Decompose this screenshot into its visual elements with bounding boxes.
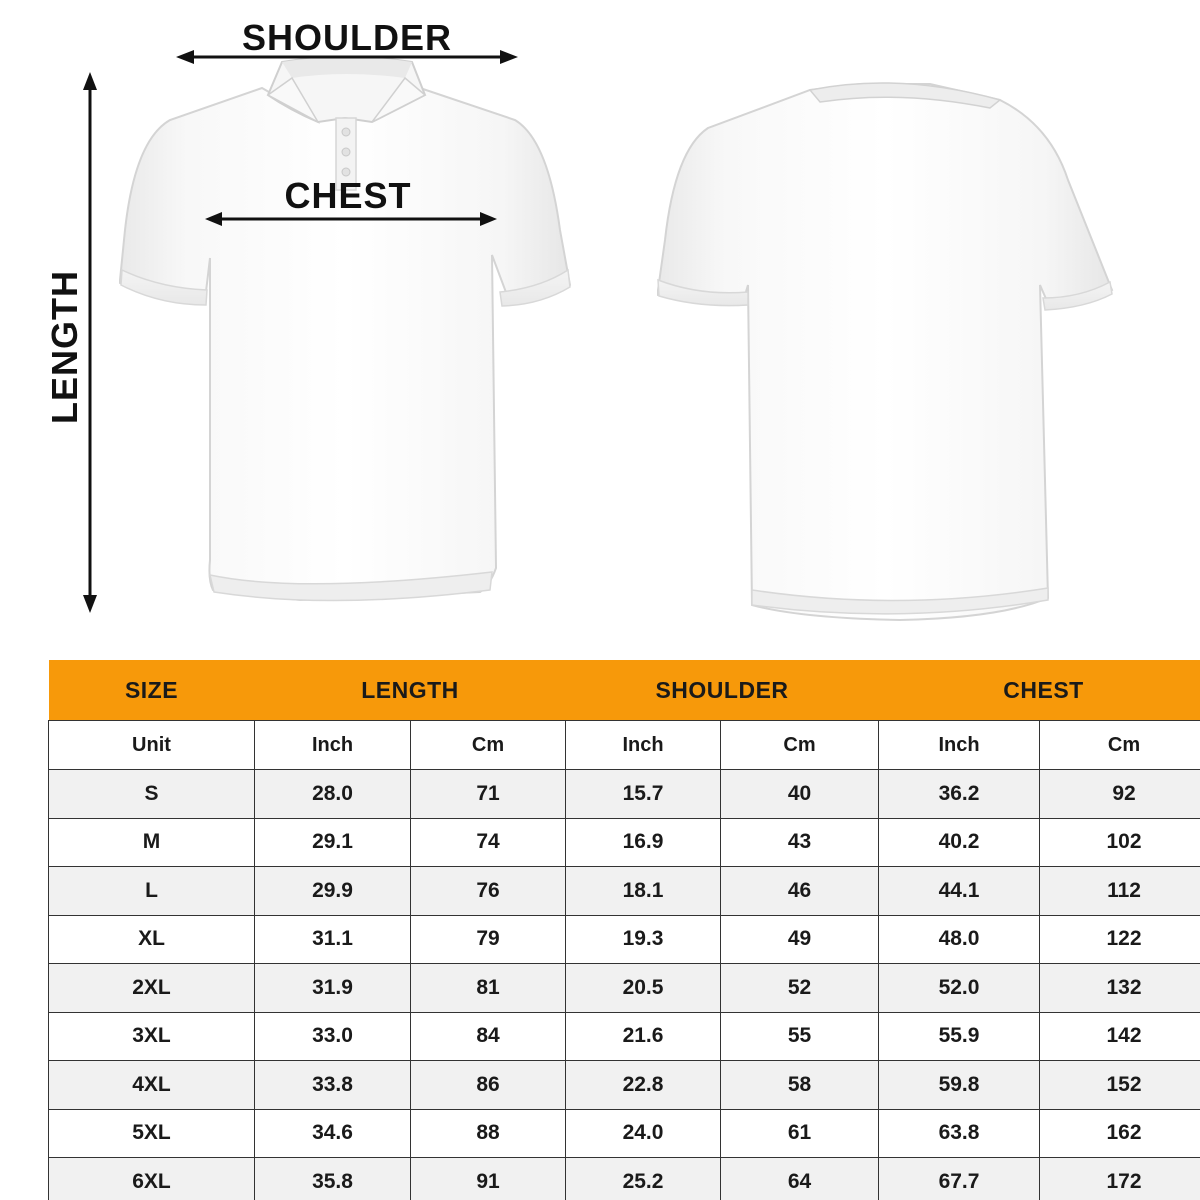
length-inch-cell: 31.9 <box>255 964 411 1013</box>
length-cm-cell: 84 <box>411 1012 566 1061</box>
size-table <box>48 660 1200 1200</box>
shirt-back <box>658 83 1112 620</box>
shoulder-cm-cell: 46 <box>721 867 879 916</box>
chest-inch-cell: 44.1 <box>879 867 1040 916</box>
shirt-front <box>120 57 570 601</box>
length-inch-cell: 28.0 <box>255 770 411 819</box>
chest-inch-cell: 52.0 <box>879 964 1040 1013</box>
unit-cell: Inch <box>566 721 721 770</box>
unit-cell: Unit <box>49 721 255 770</box>
size-cell: 2XL <box>49 964 255 1013</box>
table-row <box>49 915 1200 964</box>
table-row <box>49 964 1200 1013</box>
length-arrow <box>83 72 97 613</box>
shoulder-inch-cell: 24.0 <box>566 1109 721 1158</box>
shoulder-cm-cell: 40 <box>721 770 879 819</box>
chest-cm-cell: 142 <box>1040 1012 1200 1061</box>
chest-inch-cell: 63.8 <box>879 1109 1040 1158</box>
shoulder-cm-cell: 55 <box>721 1012 879 1061</box>
table-row <box>49 867 1200 916</box>
length-cm-cell: 81 <box>411 964 566 1013</box>
chest-inch-cell: 48.0 <box>879 915 1040 964</box>
table-row <box>49 1012 1200 1061</box>
length-inch-cell: 35.8 <box>255 1158 411 1200</box>
chest-inch-cell: 36.2 <box>879 770 1040 819</box>
length-inch-cell: 29.1 <box>255 818 411 867</box>
size-cell: 6XL <box>49 1158 255 1200</box>
shoulder-inch-cell: 22.8 <box>566 1061 721 1110</box>
chest-cm-cell: 172 <box>1040 1158 1200 1200</box>
length-inch-cell: 33.0 <box>255 1012 411 1061</box>
size-cell: XL <box>49 915 255 964</box>
length-cm-cell: 76 <box>411 867 566 916</box>
table-row <box>49 1061 1200 1110</box>
chest-cm-cell: 132 <box>1040 964 1200 1013</box>
chest-cm-cell: 162 <box>1040 1109 1200 1158</box>
chest-cm-cell: 112 <box>1040 867 1200 916</box>
size-cell: S <box>49 770 255 819</box>
shoulder-cm-cell: 61 <box>721 1109 879 1158</box>
chest-cm-cell: 92 <box>1040 770 1200 819</box>
table-header-row <box>49 660 1200 721</box>
unit-cell: Inch <box>879 721 1040 770</box>
shoulder-cm-cell: 43 <box>721 818 879 867</box>
chest-inch-cell: 40.2 <box>879 818 1040 867</box>
header-length: LENGTH <box>255 660 566 721</box>
shoulder-cm-cell: 64 <box>721 1158 879 1200</box>
length-cm-cell: 88 <box>411 1109 566 1158</box>
chest-inch-cell: 55.9 <box>879 1012 1040 1061</box>
shoulder-inch-cell: 18.1 <box>566 867 721 916</box>
length-inch-cell: 34.6 <box>255 1109 411 1158</box>
unit-cell: Cm <box>1040 721 1200 770</box>
shoulder-inch-cell: 20.5 <box>566 964 721 1013</box>
length-cm-cell: 74 <box>411 818 566 867</box>
chest-inch-cell: 67.7 <box>879 1158 1040 1200</box>
size-cell: M <box>49 818 255 867</box>
size-cell: 4XL <box>49 1061 255 1110</box>
length-label: LENGTH <box>44 270 85 424</box>
size-chart <box>48 660 1200 1200</box>
table-row <box>49 1109 1200 1158</box>
table-row <box>49 770 1200 819</box>
shoulder-inch-cell: 25.2 <box>566 1158 721 1200</box>
length-inch-cell: 33.8 <box>255 1061 411 1110</box>
table-row <box>49 818 1200 867</box>
size-cell: 3XL <box>49 1012 255 1061</box>
length-cm-cell: 91 <box>411 1158 566 1200</box>
unit-cell: Inch <box>255 721 411 770</box>
unit-cell: Cm <box>411 721 566 770</box>
unit-row <box>49 721 1200 770</box>
shoulder-inch-cell: 16.9 <box>566 818 721 867</box>
shoulder-cm-cell: 52 <box>721 964 879 1013</box>
header-shoulder: SHOULDER <box>566 660 879 721</box>
shoulder-cm-cell: 58 <box>721 1061 879 1110</box>
length-inch-cell: 31.1 <box>255 915 411 964</box>
length-inch-cell: 29.9 <box>255 867 411 916</box>
size-cell: 5XL <box>49 1109 255 1158</box>
header-size: SIZE <box>49 660 255 721</box>
chest-label: CHEST <box>284 175 412 216</box>
table-row <box>49 1158 1200 1200</box>
length-cm-cell: 86 <box>411 1061 566 1110</box>
size-cell: L <box>49 867 255 916</box>
chest-inch-cell: 59.8 <box>879 1061 1040 1110</box>
unit-cell: Cm <box>721 721 879 770</box>
shoulder-cm-cell: 49 <box>721 915 879 964</box>
chest-cm-cell: 102 <box>1040 818 1200 867</box>
shoulder-label: SHOULDER <box>241 17 453 58</box>
chest-cm-cell: 122 <box>1040 915 1200 964</box>
chest-cm-cell: 152 <box>1040 1061 1200 1110</box>
length-cm-cell: 71 <box>411 770 566 819</box>
length-cm-cell: 79 <box>411 915 566 964</box>
shoulder-inch-cell: 21.6 <box>566 1012 721 1061</box>
shoulder-inch-cell: 19.3 <box>566 915 721 964</box>
header-chest: CHEST <box>879 660 1200 721</box>
shoulder-inch-cell: 15.7 <box>566 770 721 819</box>
